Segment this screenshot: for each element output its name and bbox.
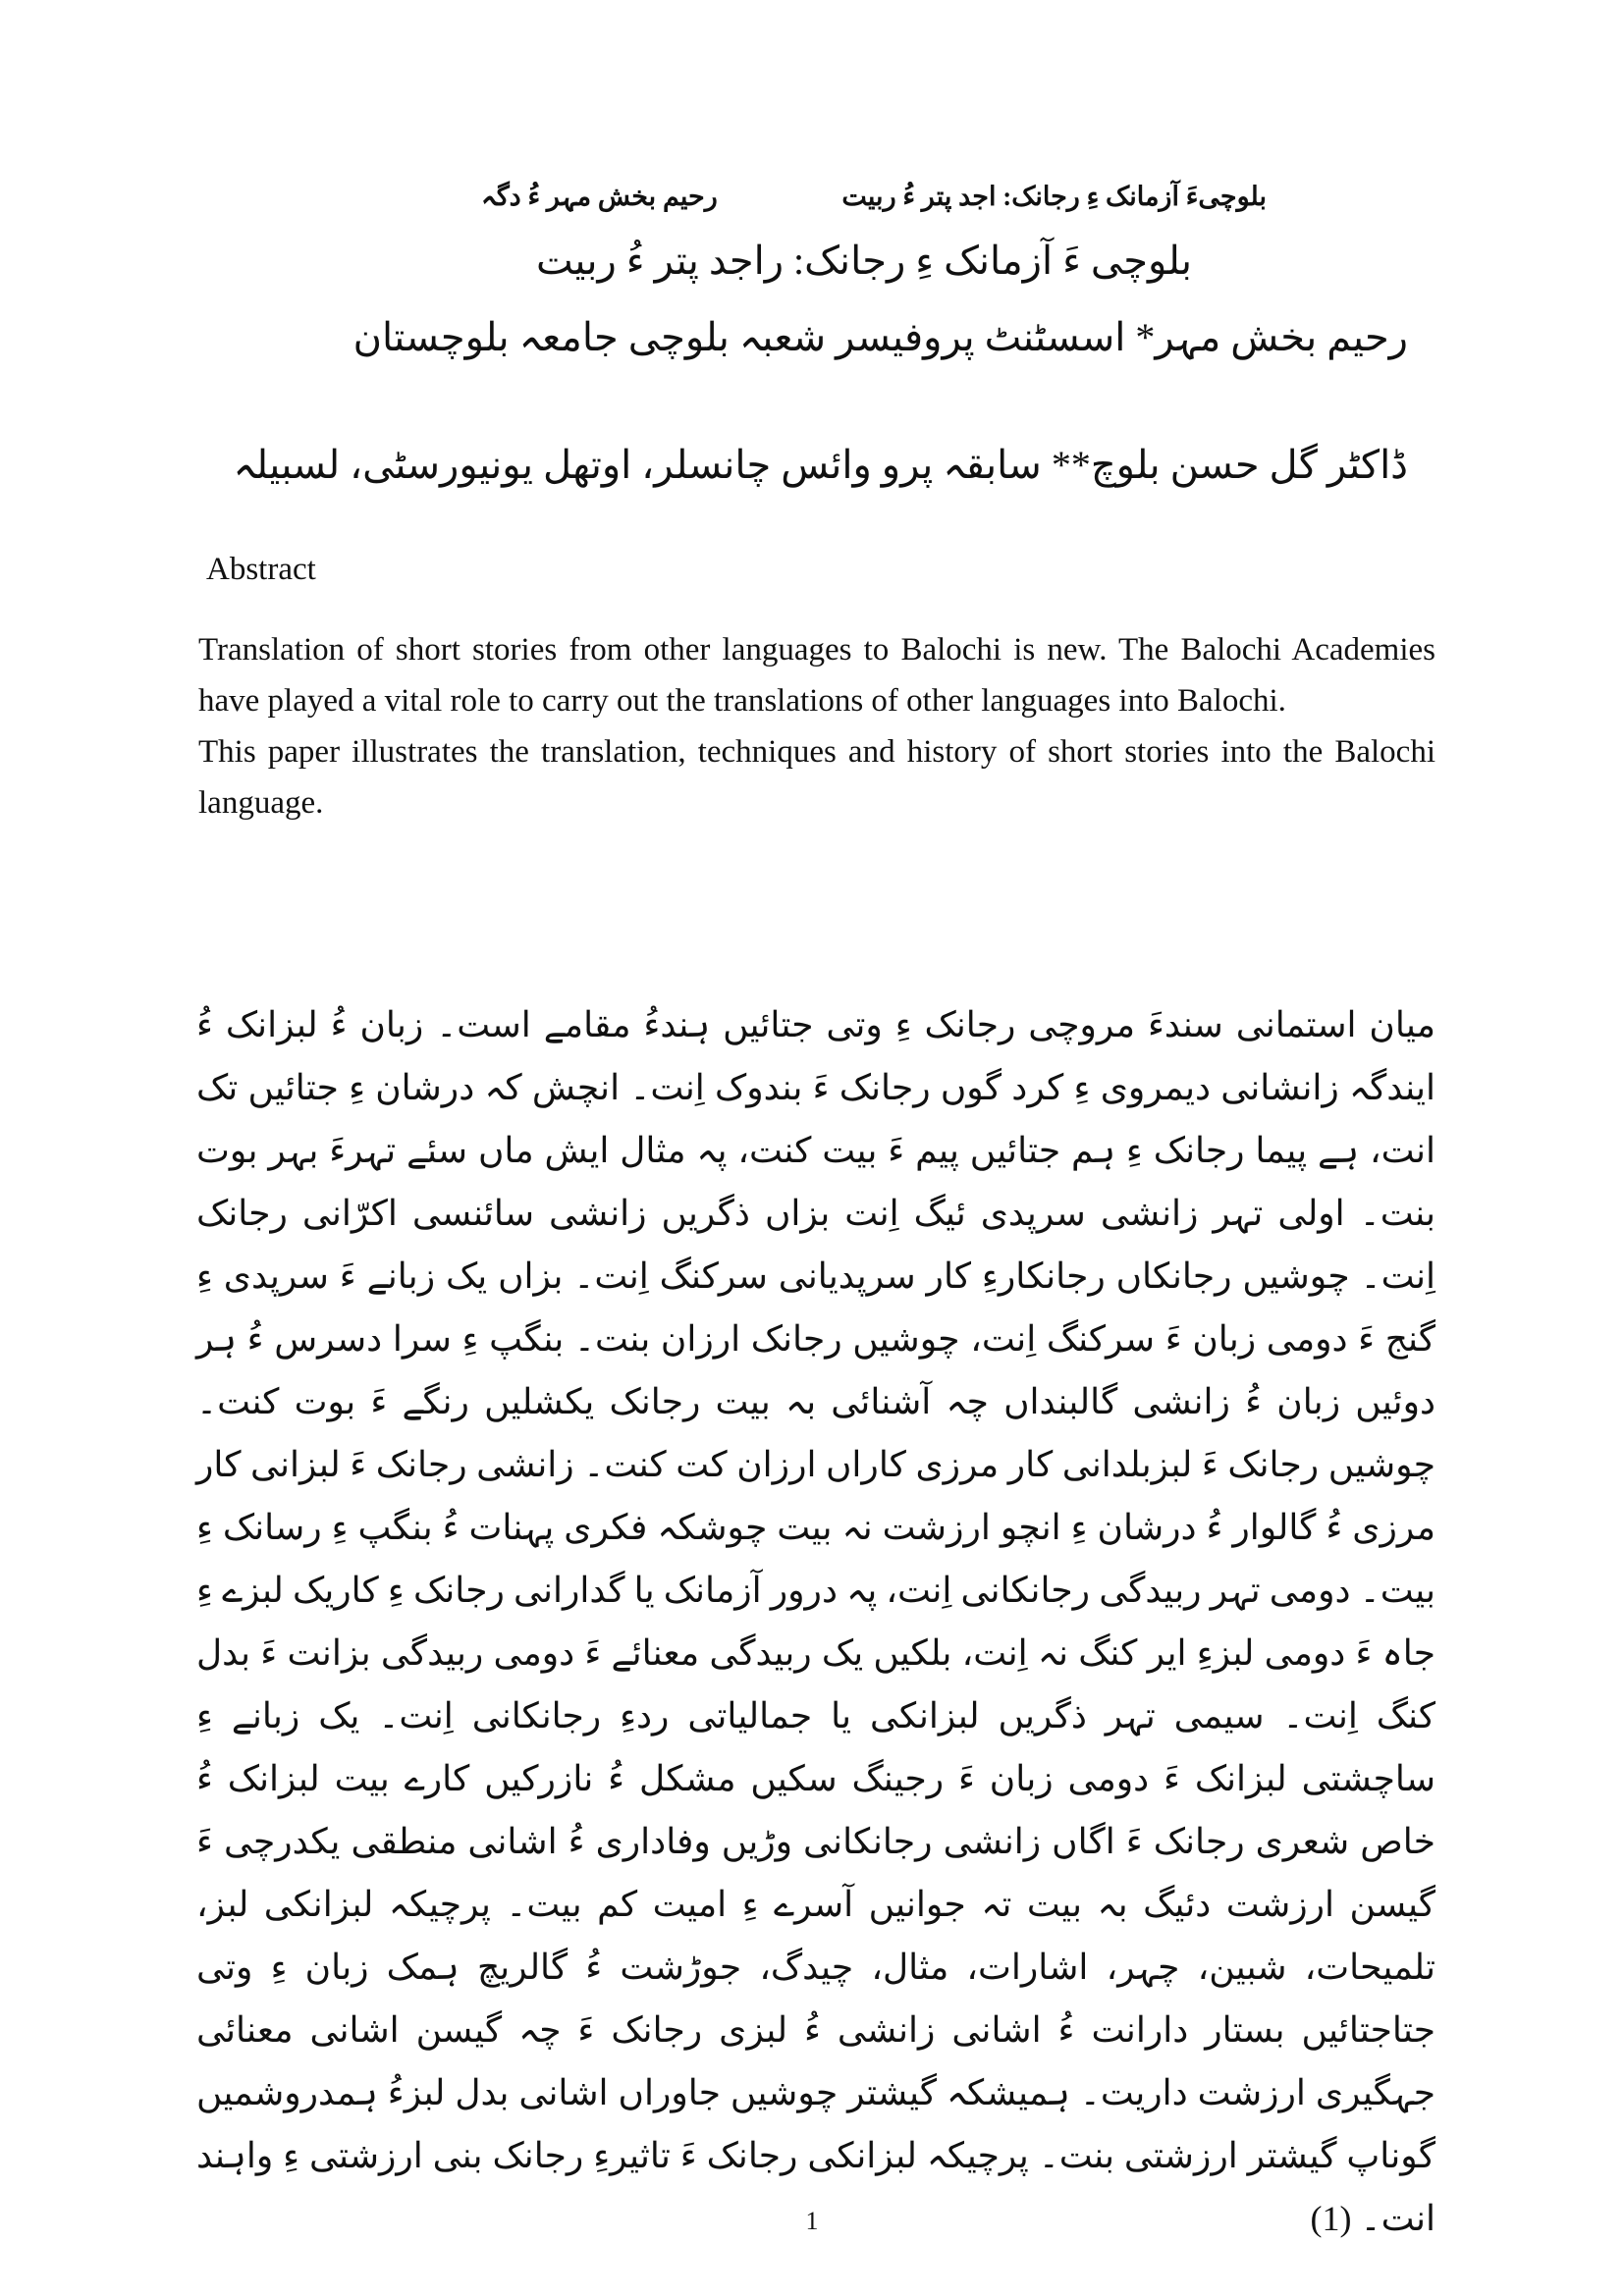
body-paragraph: میان استمانی سندءَ مروچی رجانک ءِ وتی جتائیں ہندءُ مقامے است۔ زبان ءُ لبزانک ءُ ایندگہ زانشانی دیمروی ءِ کرد گوں رجانک ءَ بندوک اِنت۔ انچش کہ درشان ءِ جتائیں تک انت، ہے پیما رجانک ءِ ہم جتائیں پیم ءَ بیت کنت، پہ مثال ایش ماں سئے تہرءَ بہر بوت بنت۔ اولی تہر زانشی سرپدی ئیگ اِنت بزاں ذگریں زانشی سائنسی اکرّانی رجانک اِنت۔ چوشیں رجانکاں رجانکارءِ کار سرپدیانی سرکنگ اِنت۔ بزاں یک زبانے ءَ سرپدی ءِ گنج ءَ دومی زبان ءَ سرکنگ اِنت، چوشیں رجانک ارزان بنت۔ بنگپ ءِ سرا دسرس ءُ ہر دوئیں زبان ءُ زانشی گالبنداں چہ آشنائی بہ بیت رجانک یکشلیں رنگے ءَ بوت کنت۔ چوشیں رجانک ءَ لبزبلدانی کار مرزی کاراں ارزان کت کنت۔ زانشی رجانک ءَ لبزانی کار مرزی ءُ گالوار ءُ درشان ءِ انچو ارزشت نہ بیت چوشکہ فکری پہنات ءُ بنگپ ءِ رسانک ءِ بیت۔ دومی تہر ربیدگی رجانکانی اِنت، پہ درور آزمانک یا گدارانی رجانک ءِ کاریک لبزے ءِ جاہ ءَ دومی لبزءِ ایر کنگ نہ اِنت، بلکیں یک ربیدگی معنائے ءَ دومی ربیدگی بزانت ءَ بدل کنگ اِنت۔ سیمی تہر ذگریں لبزانکی یا جمالیاتی ردءِ رجانکانی اِنت۔ یک زبانے ءِ ساچشتی لبزانک ءَ دومی زبان ءَ رجینگ سکیں مشکل ءُ نازرکیں کارے بیت لبزانک ءُ خاص شعری رجانک ءَ اگاں زانشی رجانکانی وڑیں وفاداری ءُ اشانی منطقی یکدرچی ءَ گیسن ارزشت دئیگ بہ بیت تہ جوانیں آسرے ءِ امیت کم بیت۔ پرچیکہ لبزانکی لبز، تلمیحات، شبین، چہر، اشارات، مثال، چیدگ، جوڑشت ءُ گالریچ ہمک زبان ءِ وتی جتاجتائیں بستار دارانت ءُ اشانی زانشی ءُ لبزی رجانک ءَ چہ گیسن اشانی معنائی جہگیری ارزشت داریت۔ ہمیشکہ گیشتر چوشیں جاوراں اشانی بدل لبزءُ ہمدروشمیں گوناپ گیشتر ارزشتی بنت۔ پرچیکہ لبزانکی رجانک ءَ تاثیرءِ رجانک بنی ارزشتی ءِ واہند انت۔ (1) [196, 1005, 1435, 2238]
body-text [196, 993, 1435, 2250]
running-header [481, 182, 1267, 221]
abstract-paragraph-1: Translation of short stories from other languages to Balochi is new. The Balochi Academies have played a vital role to carry out the translations of other languages into Balochi. [198, 632, 1435, 719]
abstract-body [198, 624, 1435, 828]
paper-title: بلوچی ءَ آزمانک ءِ رجانک: راجد پتر ءُ ربیت [535, 239, 1192, 283]
abstract-heading: Abstract [206, 552, 316, 587]
author-line-2: ڈاکٹر گل حسن بلوچ** سابقہ پرو وائس چانسلر، اوتھل یونیورسٹی، لسبیلہ [233, 443, 1408, 487]
running-header-title: بلوچیءَ آزمانک ءِ رجانک: اجد پتر ءُ ربیت [841, 182, 1267, 211]
page-number: 1 [805, 2207, 819, 2235]
author-line-1: رحیم بخش مہر* اسسٹنٹ پروفیسر شعبہ بلوچی جامعہ بلوچستان [352, 315, 1408, 359]
running-header-author: رحیم بخش مہر ءُ دگہ [481, 182, 718, 211]
abstract-paragraph-2: This paper illustrates the translation, techniques and history of short stories into the Balochi language. [198, 734, 1435, 821]
